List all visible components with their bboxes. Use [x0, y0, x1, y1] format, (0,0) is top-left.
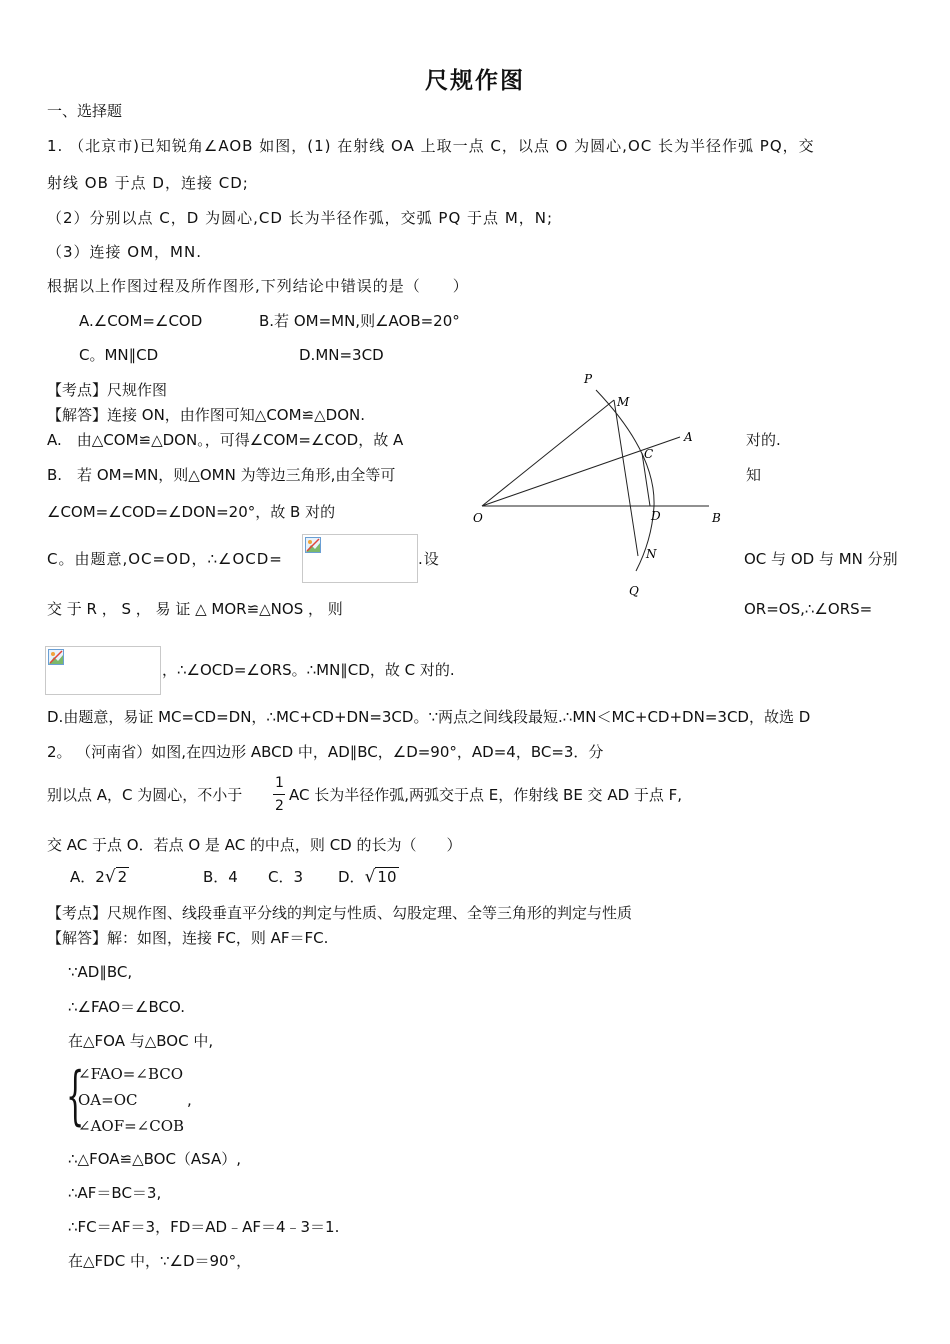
system-comma: ,	[187, 1091, 192, 1109]
system-equation-2: OA=OC	[78, 1091, 138, 1109]
system-equation-3: ∠AOF=∠COB	[78, 1117, 185, 1135]
segment-mn	[614, 400, 638, 556]
system-brace: {	[66, 1059, 85, 1133]
q1-answer-a-left: A. 由△COM≌△DON。，可得∠COM=∠COD，故 A	[47, 431, 404, 449]
label-m: M	[617, 395, 630, 409]
q2-step6: ∴FC＝AF＝3，FD＝AD﹣AF＝4﹣3＝1.	[68, 1218, 340, 1236]
image-icon	[305, 537, 321, 553]
q1-kaodian: 【考点】尺规作图	[47, 381, 168, 399]
fraction-denominator: 2	[275, 798, 284, 814]
radicand: 2	[117, 868, 128, 886]
q2-stem-line2-left: 别以点 A，C 为圆心，不小于	[47, 786, 243, 804]
q2-step5: ∴AF＝BC＝3,	[68, 1184, 162, 1202]
q1-step2: （2）分别以点 C，D 为圆心,CD 长为半径作弧，交弧 PQ 于点 M，N;	[47, 209, 554, 227]
angle-construction-figure	[470, 368, 730, 603]
q1-question: 根据以上作图过程及所作图形,下列结论中错误的是（ ）	[47, 277, 469, 295]
label-n: N	[646, 547, 657, 561]
fraction-bar	[273, 794, 285, 795]
q1-answer-c-left: C。由题意,OC=OD，∴∠OCD=	[47, 550, 283, 568]
label-p: P	[584, 372, 593, 386]
q1-stem-line2: 射线 OB 于点 D，连接 CD;	[47, 174, 249, 192]
q1-answer-d: D.由题意，易证 MC=CD=DN，∴MC+CD+DN=3CD。∵两点之间线段最短.∴MN＜MC+CD+DN=3CD，故选 D	[47, 708, 811, 726]
section-heading: 一、选择题	[47, 102, 123, 120]
q2-step2: ∴∠FAO＝∠BCO.	[68, 998, 185, 1016]
fraction-numerator: 1	[275, 775, 284, 791]
q1-option-a: A.∠COM=∠COD	[79, 312, 203, 330]
label-c: C	[644, 447, 654, 461]
arc-pq	[596, 390, 654, 571]
radicand: 10	[377, 868, 397, 886]
q2-jieda: 【解答】解：如图，连接 FC，则 AF＝FC.	[47, 929, 329, 947]
q2-step4: ∴△FOA≌△BOC（ASA）,	[68, 1150, 242, 1168]
q1-answer-c-line2-left: 交 于 R ， S ， 易 证 △ MOR≌△NOS ， 则	[47, 600, 343, 618]
q2-stem-line3: 交 AC 于点 O．若点 O 是 AC 的中点，则 CD 的长为（ ）	[47, 836, 462, 854]
q1-answer-b-line2: ∠COM=∠COD=∠DON=20°，故 B 对的	[47, 503, 336, 521]
q2-stem-line2-right: AC 长为半径作弧,两弧交于点 E，作射线 BE 交 AD 于点 F,	[289, 786, 683, 804]
label-d: D	[651, 509, 661, 523]
q1-option-c: C。MN∥CD	[79, 346, 159, 364]
q1-option-d: D.MN=3CD	[299, 346, 384, 364]
sqrt-sign: √	[364, 867, 376, 887]
q2-option-d	[338, 867, 399, 887]
q1-answer-b-right: 知	[746, 466, 762, 484]
q2-option-c: C．3	[268, 868, 304, 886]
q2-kaodian: 【考点】尺规作图、线段垂直平分线的判定与性质、勾股定理、全等三角形的判定与性质	[47, 904, 633, 922]
q1-answer-b-left: B. 若 OM=MN，则△OMN 为等边三角形,由全等可	[47, 466, 396, 484]
broken-image-placeholder	[302, 534, 418, 583]
q1-answer-c-right: OC 与 OD 与 MN 分别	[744, 550, 898, 568]
sqrt-sign: √	[104, 867, 116, 887]
q2-option-d-prefix: D．	[338, 868, 365, 886]
q2-option-a	[70, 867, 129, 887]
q1-answer-a-right: 对的.	[746, 431, 781, 449]
q1-jieda: 【解答】连接 ON，由作图可知△COM≌△DON.	[47, 406, 366, 424]
q2-option-a-prefix: A．2	[70, 868, 105, 886]
q2-step1: ∵AD∥BC,	[68, 963, 133, 981]
q2-step3: 在△FOA 与△BOC 中,	[68, 1032, 214, 1050]
q2-step7: 在△FDC 中，∵∠D＝90°，	[68, 1252, 252, 1270]
label-b: B	[712, 511, 721, 525]
page-title: 尺规作图	[425, 68, 525, 94]
q2-stem-line1: 2。 （河南省）如图,在四边形 ABCD 中，AD∥BC，∠D=90°，AD=4，BC=3．分	[47, 743, 604, 761]
q1-answer-c-line2-right: OR=OS,∴∠ORS=	[744, 600, 873, 618]
segment-om	[482, 400, 614, 506]
q1-answer-c-line3: ，∴∠OCD=∠ORS。∴MN∥CD，故 C 对的.	[162, 661, 455, 679]
q1-option-b: B.若 OM=MN,则∠AOB=20°	[259, 312, 460, 330]
q1-answer-c-mid: .设	[418, 550, 440, 568]
label-o: O	[473, 511, 483, 525]
system-equation-1: ∠FAO=∠BCO	[78, 1065, 184, 1083]
q1-stem-line1: 1. （北京市)已知锐角∠AOB 如图，(1) 在射线 OA 上取一点 C，以点 O 为圆心,OC 长为半径作弧 PQ，交	[47, 137, 815, 155]
broken-image-placeholder	[45, 646, 161, 695]
label-a: A	[684, 430, 693, 444]
label-q: Q	[629, 584, 639, 598]
q2-option-b: B．4	[203, 868, 238, 886]
image-icon	[48, 649, 64, 665]
q1-step3: （3）连接 OM，MN.	[47, 243, 202, 261]
